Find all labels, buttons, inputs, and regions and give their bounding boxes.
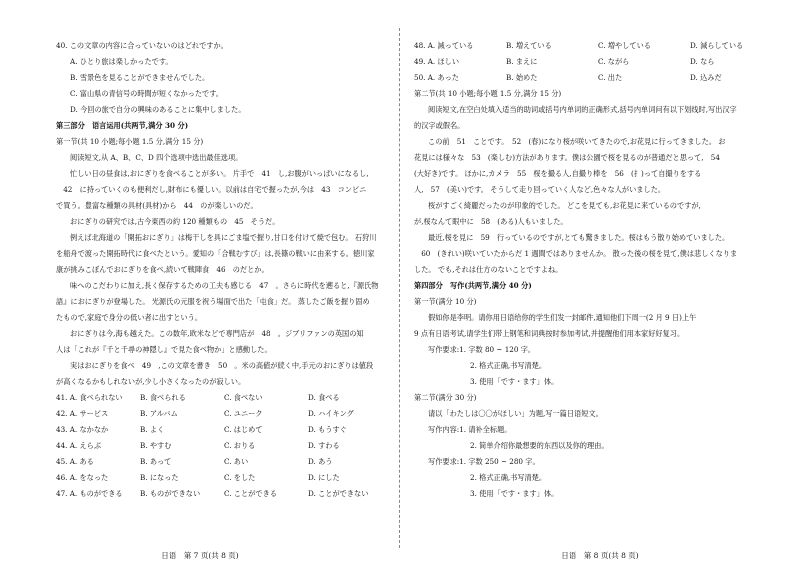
page-footer: 日语 第 7 页(共 8 页) — [161, 551, 239, 560]
option: 42. A. サービス — [56, 409, 109, 418]
option: 41. A. 食べられない — [56, 393, 123, 402]
writing2-requirement: 2. 格式正确,书写清楚。 — [470, 473, 547, 482]
option: B. よく — [140, 425, 165, 434]
passage-line: で買う。豊富な種類の具材(具材)から 44 のが楽しいのだ。 — [56, 201, 258, 210]
option: B. 増えている — [506, 41, 552, 50]
option: B. やすむ — [140, 441, 172, 450]
option: D. あう — [308, 457, 333, 466]
option: 45. A. ある — [56, 457, 94, 466]
passage-line: 桜がすごく綺麗だったのが印象的でした。 どこを見ても,お花見に来ているのですが, — [428, 201, 701, 210]
option: D. すわる — [308, 441, 340, 450]
passage-line: 忙しい日の昼食は,おにぎりを食べることが多い。 片手で 41 し,お腹がいっぱいになるし, — [70, 169, 369, 178]
option: B. になった — [140, 473, 179, 482]
part4-title: 第四部分 写作(共两节,满分 40 分) — [414, 281, 532, 290]
option: 48. A. 減っている — [414, 41, 474, 50]
options-42 — [56, 406, 392, 422]
options-43 — [56, 422, 392, 438]
writing2-requirement: 3. 使用「です・ます」体。 — [470, 489, 559, 498]
passage-line: 康が挑みこぼんでおにぎりを食べ,続いて戦陣食 46 のだとか。 — [56, 265, 269, 274]
q40-stem: 40. この文章の内容に合っていないのはどれですか。 — [56, 41, 228, 50]
passage-line: おにぎりは今,海も越えた。この数年,欧米などで専門店が 48 。ジブリファンの英国の知 — [70, 329, 364, 338]
option: D. 食べる — [308, 393, 340, 402]
writing1-requirement: 写作要求:1. 字数 80 ~ 120 字。 — [428, 345, 536, 354]
option: C. はじめて — [224, 425, 263, 434]
option: C. 食べない — [224, 393, 263, 402]
option: D. 減らしている — [690, 41, 744, 50]
q40-option-b: B. 雪景色を見ることができませんでした。 — [70, 73, 210, 82]
passage-line: おにぎりの研究では,古今東西の約 120 種類もの 45 そうだ。 — [70, 217, 280, 226]
option: C. ながら — [598, 57, 630, 66]
passage-line: が,桜なんて眼中に 58 (ある)人もいました。 — [414, 217, 568, 226]
passage-line: 味へのこだわりに加え,長く保存するための工夫も感じる 47 。さらに時代を遡ると,『源氏物 — [70, 281, 379, 290]
option: C. 増やしている — [598, 41, 651, 50]
writing2-body: 请以「わたしは〇〇がほしい」为题,写一篇日语短文。 — [428, 409, 603, 418]
option: 43. A. なかなか — [56, 425, 109, 434]
option: 49. A. ほしい — [414, 57, 460, 66]
option: B. アルバム — [140, 409, 178, 418]
passage-line: した。 でも,それは仕方のないことですよね。 — [414, 265, 563, 274]
passage-line: 人, 57 (美い)です。 そうして走り回っていく人など,色々な人がいました。 — [414, 185, 666, 194]
passage-line: たもので,家庭で身分の低い者に出すという。 — [56, 313, 203, 322]
option: 44. A. えらぶ — [56, 441, 102, 450]
options-47 — [56, 486, 392, 502]
q40-option-c: C. 富山県の青信号の時間が短くなかったです。 — [70, 89, 223, 98]
options-41 — [56, 390, 392, 406]
option: 50. A. あった — [414, 73, 459, 82]
q40-option-d: D. 今回の旅で自分の興味のあることに集中しました。 — [70, 105, 246, 114]
options-46 — [56, 470, 392, 486]
option: B. 始めた — [506, 73, 538, 82]
options-49 — [414, 54, 782, 70]
option: D. ハイキング — [308, 409, 354, 418]
option: D. ことができない — [308, 489, 369, 498]
options-48 — [414, 38, 782, 54]
writing1-body: 假如你是李明。请你用日语给你的学生们发一封邮件,通知他们下周一(2 月 9 日)上午 — [428, 313, 697, 322]
page-footer: 日语 第 8 页(共 8 页) — [561, 551, 639, 560]
sec2-title: 第二节(共 10 小题;每小题 1.5 分,满分 15 分) — [414, 89, 562, 98]
option: C. ユニーク — [224, 409, 263, 418]
option: 47. A. ものができる — [56, 489, 123, 498]
option: C. 出た — [598, 73, 623, 82]
writing2-content: 写作内容:1. 请补全标题。 — [428, 425, 512, 434]
passage-line: 最近,桜を見に 59 行っているのですが,とても驚きました。桜はもう散り始めていました。 — [428, 233, 730, 242]
writing2-requirement: 写作要求:1. 字数 250 ~ 280 字。 — [428, 457, 540, 466]
passage-line: 60 (きれい)咲いていたからだ 1 週間ではありませんか。 散った後の桜を見て,僕は悲しくなりま — [414, 249, 738, 258]
passage-line: 例えば北海道の「開拓おにぎり」は梅干しを具にごま塩で握り,甘口を付けて焼で包む。 石狩川 — [70, 233, 377, 242]
passage-line: (大好き)です。 ほかに,カメラ 55 桜を撮る人,自撮り棒を 56 (扌)って自撮りをする — [414, 169, 702, 178]
passage-line: 語』におにぎりが登場した。 光源氏の元服を祝う場面で出た「屯食」だ。 蒸したご飯を握り固め — [56, 297, 370, 306]
writing1-requirement: 3. 使用「です・ます」体。 — [470, 377, 559, 386]
sec1-instruction: 阅读短文,从 A、B、C、D 四个选项中选出最佳选项。 — [70, 153, 243, 162]
option: D. 込みだ — [690, 73, 722, 82]
sec2-instruction: 阅读短文,在空白处填入适当的助词或括号内单词的正确形式,括号内单词问有以下划线时,写出汉字 — [428, 105, 737, 114]
passage-line: 花見には様々な 53 (楽しむ)方法があります。僕は公園で桜を見るのが普通だと思って, 54 — [414, 153, 720, 162]
passage-line: を船舟で渡った開拓時代に食べたという。愛知の「合戦むすび」は,長篠の戦いに由来する。徳川家 — [56, 249, 375, 258]
option: D. なら — [690, 57, 715, 66]
writing1-requirement: 2. 格式正确,书写清楚。 — [470, 361, 547, 370]
passage-line: が高くなるかもしれないが,少し小さくなったのが寂しい。 — [56, 377, 246, 386]
writing1-body: 9 点有日语考试,请学生们带上钢笔和词典按时参加考试,并提醒他们用本家好好复习。 — [414, 329, 685, 338]
option: C. おりる — [224, 441, 256, 450]
writing2-title: 第二节(满分 30 分) — [414, 393, 477, 402]
option: D. にした — [308, 473, 340, 482]
option: 46. A. をなった — [56, 473, 109, 482]
option: B. 食べられる — [140, 393, 186, 402]
option: B. ものができない — [140, 489, 201, 498]
writing2-content: 2. 简单介绍你最想要的东西以及你的理由。 — [470, 441, 609, 450]
sec1-title: 第一节(共 10 小题;每小题 1.5 分,满分 15 分) — [56, 137, 204, 146]
page-8 — [400, 0, 800, 579]
part3-title: 第三部分 语言运用(共两节,满分 30 分) — [56, 121, 189, 130]
option: C. をした — [224, 473, 256, 482]
option: D. もうすぐ — [308, 425, 347, 434]
sec2-instruction: 的汉字或假名。 — [414, 121, 465, 130]
option: B. まえに — [506, 57, 538, 66]
passage-line: この前 51 ことです。 52 (春)になり桜が咲いてきたので,お花見に行ってきました。 お — [428, 137, 726, 146]
writing1-title: 第一节(满分 10 分) — [414, 297, 477, 306]
options-50 — [414, 70, 782, 86]
q40-option-a: A. ひとり旅は楽しかったです。 — [70, 57, 173, 66]
passage-line: 42 に持っていくのも便利だし,財布にも優しい。以前は自宅で握ったが,今は 43 コンビニ — [56, 185, 367, 194]
options-44 — [56, 438, 392, 454]
passage-line: 実はおにぎりを食べ 49 ,この文章を書き 50 。米の高値が続く中,手元のおにぎりは値段 — [70, 361, 374, 370]
option: B. あって — [140, 457, 172, 466]
option: C. ことができる — [224, 489, 277, 498]
option: C. あい — [224, 457, 249, 466]
options-45 — [56, 454, 392, 470]
passage-line: 人は「これが『千と千尋の神隠し』で見た食べ物か」と感動した。 — [56, 345, 272, 354]
